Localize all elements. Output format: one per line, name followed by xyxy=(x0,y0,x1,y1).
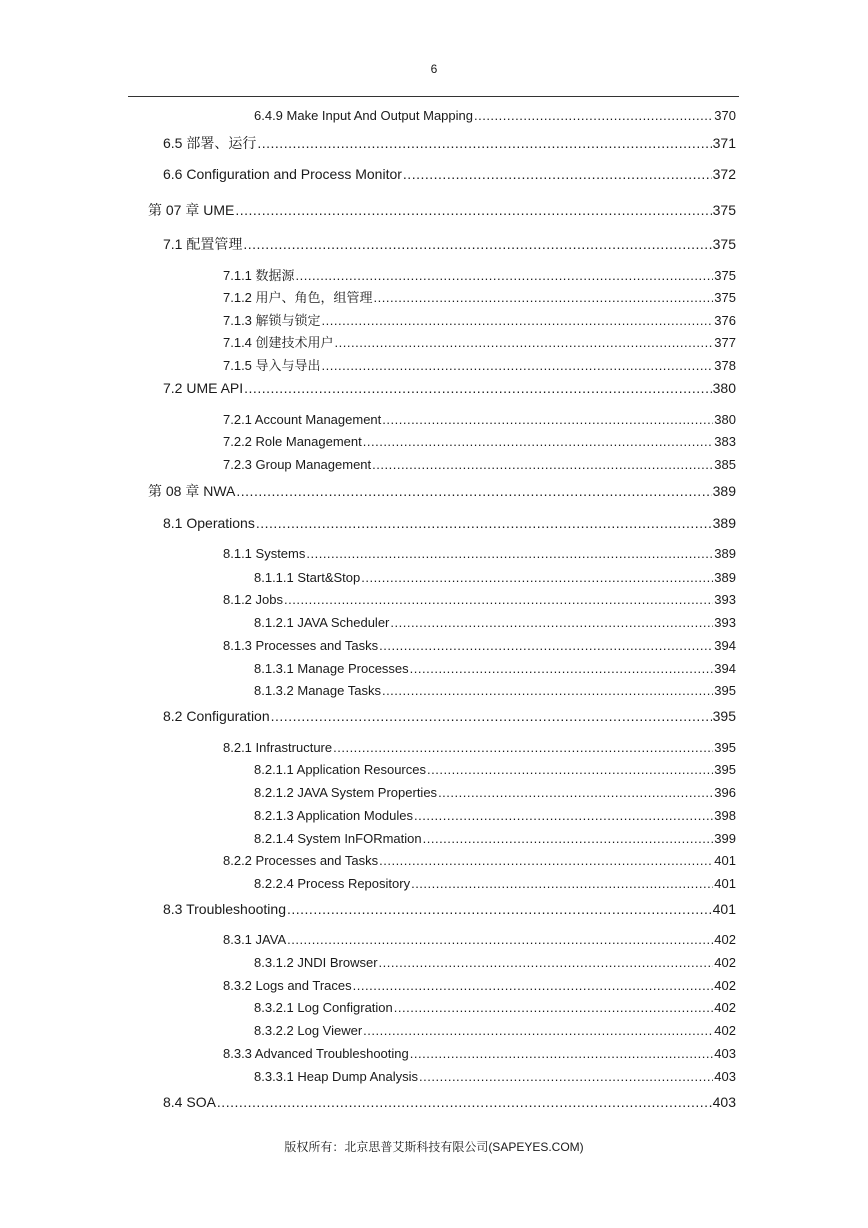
toc-entry-page-number: 395 xyxy=(714,762,736,777)
toc-dot-leader xyxy=(410,1046,714,1061)
toc-entry-title: 8.2.1.1 Application Resources xyxy=(254,762,426,777)
toc-dot-leader xyxy=(419,1069,713,1084)
toc-entry-title: 第 08 章 NWA xyxy=(148,483,236,499)
toc-dot-leader xyxy=(372,457,713,472)
toc-entry-subsub[interactable] xyxy=(254,683,736,698)
toc-entry-subsub[interactable] xyxy=(254,762,736,777)
toc-entry-title: 7.1.5 导入与导出 xyxy=(223,358,321,373)
toc-entry-title: 8.2.2 Processes and Tasks xyxy=(223,853,379,868)
toc-entry-page-number: 389 xyxy=(712,483,736,499)
toc-entry-page-number: 403 xyxy=(714,1069,736,1084)
toc-entry-title: 8.1.3.1 Manage Processes xyxy=(254,661,409,676)
toc-dot-leader xyxy=(353,978,714,993)
toc-dot-leader xyxy=(474,108,713,123)
toc-entry-subsub[interactable] xyxy=(254,1023,736,1038)
toc-entry-sub[interactable] xyxy=(223,1046,736,1061)
toc-entry-sub[interactable] xyxy=(223,457,736,472)
toc-entry-sub[interactable] xyxy=(223,287,736,306)
toc-entry-sub[interactable] xyxy=(223,546,736,561)
toc-entry-sub[interactable] xyxy=(223,434,736,449)
toc-dot-leader xyxy=(363,1023,713,1038)
toc-entry-title: 7.1.3 解锁与锁定 xyxy=(223,313,321,328)
toc-entry-sub[interactable] xyxy=(223,592,736,607)
toc-entry-title: 7.2.2 Role Management xyxy=(223,434,362,449)
toc-entry-title: 8.1.3.2 Manage Tasks xyxy=(254,683,381,698)
toc-dot-leader xyxy=(257,135,711,151)
toc-entry-sub[interactable] xyxy=(223,853,736,868)
toc-entry-title: 8.3.3.1 Heap Dump Analysis xyxy=(254,1069,419,1084)
toc-entry-page-number: 399 xyxy=(714,831,736,846)
toc-entry-section[interactable] xyxy=(163,708,736,724)
toc-dot-leader xyxy=(306,546,713,561)
toc-entry-page-number: 402 xyxy=(714,932,736,947)
toc-entry-subsub[interactable] xyxy=(254,955,736,970)
toc-entry-subsub[interactable] xyxy=(254,1069,736,1084)
toc-dot-leader xyxy=(374,290,714,305)
toc-entry-page-number: 402 xyxy=(714,1000,736,1015)
toc-entry-subsub[interactable] xyxy=(254,876,736,891)
toc-entry-title: 8.3.2.2 Log Viewer xyxy=(254,1023,363,1038)
toc-entry-sub[interactable] xyxy=(223,310,736,329)
toc-dot-leader xyxy=(411,876,713,891)
toc-entry-sub[interactable] xyxy=(223,638,736,653)
toc-entry-subsub[interactable] xyxy=(254,570,736,585)
toc-entry-chapter[interactable] xyxy=(148,200,736,220)
toc-entry-page-number: 401 xyxy=(714,876,736,891)
toc-entry-page-number: 394 xyxy=(714,661,736,676)
toc-entry-title: 第 07 章 UME xyxy=(148,202,235,218)
toc-entry-title: 8.2.1 Infrastructure xyxy=(223,740,333,755)
toc-entry-page-number: 403 xyxy=(712,1094,736,1110)
toc-entry-title: 8.2.1.3 Application Modules xyxy=(254,808,413,823)
toc-dot-leader xyxy=(410,661,714,676)
toc-dot-leader xyxy=(217,1094,712,1110)
toc-entry-title: 7.1.1 数据源 xyxy=(223,268,295,283)
toc-entry-title: 8.1.1 Systems xyxy=(223,546,306,561)
toc-dot-leader xyxy=(394,1000,714,1015)
toc-entry-page-number: 393 xyxy=(714,615,736,630)
toc-entry-section[interactable] xyxy=(163,515,736,531)
toc-entry-title: 8.1.3 Processes and Tasks xyxy=(223,638,379,653)
toc-dot-leader xyxy=(322,313,714,328)
toc-entry-section[interactable] xyxy=(163,133,736,153)
toc-entry-subsub[interactable] xyxy=(254,808,736,823)
toc-dot-leader xyxy=(382,683,713,698)
toc-entry-title: 8.3.1 JAVA xyxy=(223,932,287,947)
toc-dot-leader xyxy=(382,412,713,427)
toc-entry-page-number: 402 xyxy=(714,978,736,993)
toc-dot-leader xyxy=(322,358,714,373)
toc-entry-title: 8.3.2 Logs and Traces xyxy=(223,978,352,993)
toc-entry-page-number: 380 xyxy=(714,412,736,427)
toc-entry-title: 8.1 Operations xyxy=(163,515,255,531)
page-footer: 版权所有：北京思普艾斯科技有限公司(SAPEYES.COM) xyxy=(284,1140,584,1154)
toc-entry-subsub[interactable] xyxy=(254,108,736,123)
toc-entry-sub[interactable] xyxy=(223,978,736,993)
toc-entry-page-number: 398 xyxy=(714,808,736,823)
toc-entry-page-number: 395 xyxy=(714,740,736,755)
toc-dot-leader xyxy=(427,762,713,777)
toc-dot-leader xyxy=(363,434,714,449)
toc-entry-subsub[interactable] xyxy=(254,785,736,800)
toc-dot-leader xyxy=(403,166,712,182)
toc-entry-subsub[interactable] xyxy=(254,661,736,676)
toc-entry-title: 8.2 Configuration xyxy=(163,708,270,724)
toc-entry-title: 8.1.1.1 Start&Stop xyxy=(254,570,361,585)
toc-entry-title: 8.2.1.4 System InFORmation xyxy=(254,831,422,846)
toc-entry-title: 7.1.4 创建技术用户 xyxy=(223,335,334,350)
toc-dot-leader xyxy=(271,708,712,724)
toc-entry-section[interactable] xyxy=(163,166,736,182)
toc-dot-leader xyxy=(335,335,714,350)
toc-entry-page-number: 389 xyxy=(714,570,736,585)
toc-entry-page-number: 389 xyxy=(712,515,736,531)
toc-dot-leader xyxy=(243,236,711,252)
toc-dot-leader xyxy=(236,483,711,499)
toc-dot-leader xyxy=(423,831,714,846)
toc-entry-page-number: 383 xyxy=(714,434,736,449)
toc-entry-page-number: 394 xyxy=(714,638,736,653)
toc-entry-page-number: 401 xyxy=(714,853,736,868)
toc-dot-leader xyxy=(390,615,713,630)
toc-entry-title: 7.2 UME API xyxy=(163,380,244,396)
toc-entry-sub[interactable] xyxy=(223,412,736,427)
toc-entry-page-number: 376 xyxy=(714,313,736,328)
toc-entry-title: 7.1 配置管理 xyxy=(163,236,243,252)
toc-dot-leader xyxy=(287,932,713,947)
toc-entry-title: 7.2.3 Group Management xyxy=(223,457,372,472)
toc-entry-page-number: 395 xyxy=(714,683,736,698)
toc-entry-page-number: 403 xyxy=(714,1046,736,1061)
toc-entry-section[interactable] xyxy=(163,1094,736,1110)
toc-entry-title: 8.2.1.2 JAVA System Properties xyxy=(254,785,438,800)
toc-dot-leader xyxy=(361,570,713,585)
toc-entry-page-number: 370 xyxy=(714,108,736,123)
toc-entry-page-number: 402 xyxy=(714,955,736,970)
toc-entry-sub[interactable] xyxy=(223,332,736,351)
toc-entry-section[interactable] xyxy=(163,380,736,396)
toc-entry-page-number: 402 xyxy=(714,1023,736,1038)
toc-dot-leader xyxy=(379,955,714,970)
toc-entry-title: 8.3.1.2 JNDI Browser xyxy=(254,955,378,970)
toc-entry-chapter[interactable] xyxy=(148,481,736,501)
toc-dot-leader xyxy=(296,268,714,283)
toc-dot-leader xyxy=(379,638,713,653)
toc-dot-leader xyxy=(235,202,711,218)
toc-entry-title: 7.1.2 用户、角色，组管理 xyxy=(223,290,373,305)
toc-entry-page-number: 393 xyxy=(714,592,736,607)
toc-dot-leader xyxy=(438,785,713,800)
toc-entry-page-number: 380 xyxy=(712,380,736,396)
toc-entry-title: 6.4.9 Make Input And Output Mapping xyxy=(254,108,473,123)
toc-entry-title: 7.2.1 Account Management xyxy=(223,412,382,427)
toc-entry-page-number: 396 xyxy=(714,785,736,800)
toc-dot-leader xyxy=(414,808,713,823)
toc-entry-title: 8.4 SOA xyxy=(163,1094,216,1110)
toc-dot-leader xyxy=(333,740,713,755)
toc-entry-title: 8.1.2.1 JAVA Scheduler xyxy=(254,615,390,630)
toc-entry-page-number: 375 xyxy=(714,268,736,283)
toc-entry-sub[interactable] xyxy=(223,265,736,284)
toc-dot-leader xyxy=(284,592,713,607)
toc-dot-leader xyxy=(256,515,712,531)
toc-entry-page-number: 377 xyxy=(714,335,736,350)
toc-entry-title: 8.3 Troubleshooting xyxy=(163,901,286,917)
toc-entry-section[interactable] xyxy=(163,234,736,254)
toc-entry-title: 8.2.2.4 Process Repository xyxy=(254,876,411,891)
toc-entry-page-number: 375 xyxy=(712,236,736,252)
toc-entry-title: 8.3.2.1 Log Configration xyxy=(254,1000,393,1015)
toc-entry-page-number: 371 xyxy=(712,135,736,151)
toc-entry-page-number: 375 xyxy=(714,290,736,305)
toc-entry-subsub[interactable] xyxy=(254,1000,736,1015)
toc-entry-page-number: 372 xyxy=(712,166,736,182)
toc-entry-title: 6.6 Configuration and Process Monitor xyxy=(163,166,402,182)
toc-entry-title: 8.1.2 Jobs xyxy=(223,592,283,607)
toc-entry-title: 6.5 部署、运行 xyxy=(163,135,257,151)
toc-entry-section[interactable] xyxy=(163,901,736,917)
toc-entry-page-number: 395 xyxy=(712,708,736,724)
page-number: 6 xyxy=(430,62,438,76)
toc-entry-page-number: 378 xyxy=(714,358,736,373)
toc-entry-subsub[interactable] xyxy=(254,615,736,630)
toc-entry-page-number: 389 xyxy=(714,546,736,561)
toc-dot-leader xyxy=(244,380,711,396)
toc-entry-title: 8.3.3 Advanced Troubleshooting xyxy=(223,1046,409,1061)
toc-entry-page-number: 401 xyxy=(712,901,736,917)
toc-dot-leader xyxy=(379,853,713,868)
toc-entry-sub[interactable] xyxy=(223,740,736,755)
toc-entry-sub[interactable] xyxy=(223,932,736,947)
toc-dot-leader xyxy=(287,901,712,917)
toc-entry-sub[interactable] xyxy=(223,355,736,374)
toc-entry-subsub[interactable] xyxy=(254,831,736,846)
toc-entry-page-number: 385 xyxy=(714,457,736,472)
toc-entry-page-number: 375 xyxy=(712,202,736,218)
